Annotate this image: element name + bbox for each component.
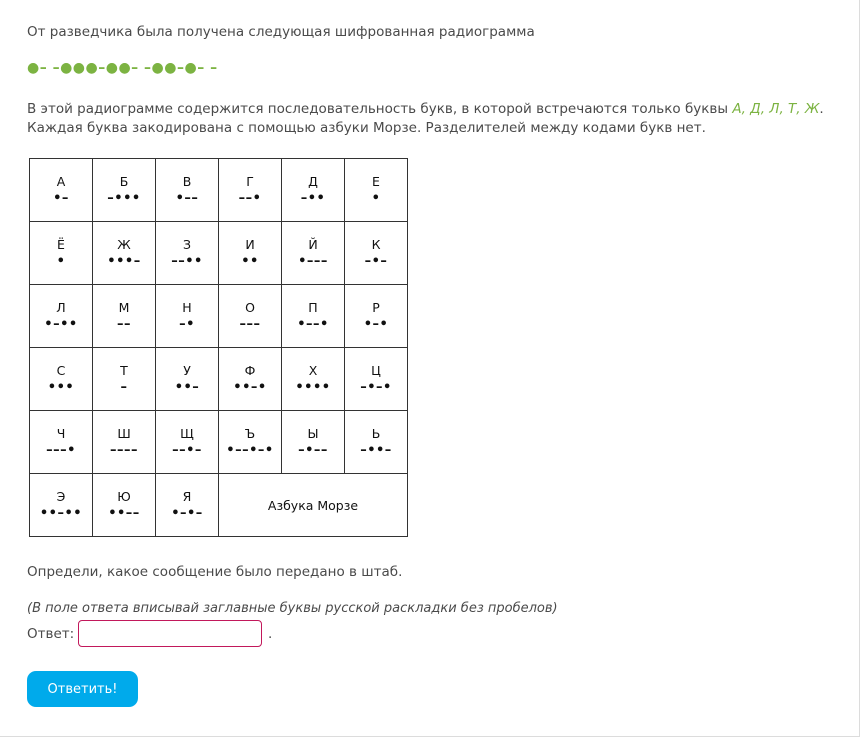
morse-cell (219, 411, 282, 474)
morse-code: –•–– (298, 443, 328, 458)
morse-letter: М (118, 300, 130, 315)
morse-code: •••• (295, 380, 331, 395)
morse-letter: Ж (117, 237, 131, 252)
morse-cell (93, 474, 156, 537)
morse-cell (282, 159, 345, 222)
morse-cell (345, 222, 408, 285)
morse-letter: О (245, 300, 255, 315)
morse-table-row (30, 411, 408, 474)
morse-letter: Х (308, 363, 318, 378)
morse-cell (282, 411, 345, 474)
morse-cell (30, 411, 93, 474)
cipher-message: ●– –●●●–●●– –●●–●– – (27, 60, 218, 76)
morse-letter: У (183, 363, 191, 378)
morse-letter: Й (308, 237, 318, 252)
morse-letter: И (245, 237, 255, 252)
morse-letter: Я (182, 489, 192, 504)
morse-cell (282, 348, 345, 411)
morse-cell (156, 285, 219, 348)
morse-letter: А (56, 174, 66, 189)
morse-letter: Щ (180, 426, 194, 441)
morse-code: ••–– (108, 506, 140, 521)
morse-code: ••–• (233, 380, 267, 395)
morse-cell (345, 159, 408, 222)
morse-cell (93, 348, 156, 411)
morse-code: ––•– (172, 443, 202, 458)
morse-cell (345, 285, 408, 348)
morse-code: – (120, 380, 128, 395)
morse-code: ––• (238, 191, 262, 206)
morse-letter: П (308, 300, 318, 315)
morse-table-row (30, 222, 408, 285)
morse-cell (219, 285, 282, 348)
morse-code: –––• (46, 443, 76, 458)
morse-code: ••– (174, 380, 200, 395)
morse-letter: Ь (371, 426, 381, 441)
morse-code: –••• (107, 191, 141, 206)
morse-code: •––• (297, 317, 329, 332)
table-caption: Азбука Морзе (219, 474, 408, 537)
morse-letter: Б (119, 174, 129, 189)
morse-cell (156, 474, 219, 537)
morse-cell (345, 411, 408, 474)
morse-letter: Д (308, 174, 318, 189)
morse-code: •– (53, 191, 69, 206)
task-description (27, 100, 833, 138)
answer-input[interactable] (78, 620, 262, 647)
morse-code: –––– (110, 443, 138, 458)
morse-code: –•• (300, 191, 326, 206)
morse-code: –•–• (360, 380, 392, 395)
morse-cell (30, 348, 93, 411)
morse-cell (30, 474, 93, 537)
morse-code: ––– (239, 317, 261, 332)
answer-suffix: . (268, 626, 273, 642)
morse-code: –••– (360, 443, 392, 458)
morse-cell (93, 159, 156, 222)
morse-table-row (30, 285, 408, 348)
morse-cell (219, 222, 282, 285)
morse-letter: Р (372, 300, 380, 315)
morse-code: •••– (107, 254, 141, 269)
answer-hint: (В поле ответа вписывай заглавные буквы русской раскладки без пробелов) (27, 601, 558, 616)
morse-cell (156, 411, 219, 474)
morse-code: –– (117, 317, 131, 332)
morse-letter: Ё (57, 237, 65, 252)
morse-cell (93, 222, 156, 285)
morse-letter: В (182, 174, 192, 189)
morse-cell (282, 285, 345, 348)
morse-letter: Ш (117, 426, 131, 441)
allowed-letters: А, Д, Л, Т, Ж (732, 101, 820, 117)
answer-label: Ответ: (27, 626, 75, 642)
morse-code: • (371, 191, 381, 206)
morse-code-table (29, 158, 408, 537)
morse-cell (30, 222, 93, 285)
question-text: Определи, какое сообщение было передано в штаб. (27, 564, 403, 580)
description-text-start: В этой радиограмме содержится последовательность букв, в которой встречаются только буквы (27, 101, 733, 117)
morse-code: ––•• (171, 254, 203, 269)
morse-letter: Н (182, 300, 192, 315)
morse-letter: Г (246, 174, 254, 189)
morse-code: ••• (47, 380, 75, 395)
morse-cell (156, 222, 219, 285)
morse-cell (30, 285, 93, 348)
morse-table-row (30, 348, 408, 411)
morse-code: •• (241, 254, 259, 269)
morse-letter: Ы (307, 426, 319, 441)
morse-code: • (56, 254, 66, 269)
morse-cell (93, 411, 156, 474)
morse-cell (219, 348, 282, 411)
morse-cell (345, 348, 408, 411)
morse-letter: Ъ (244, 426, 256, 441)
morse-code: •–•– (171, 506, 203, 521)
morse-table-row (30, 474, 408, 537)
morse-code: •–• (363, 317, 389, 332)
morse-letter: Ф (244, 363, 256, 378)
morse-letter: С (56, 363, 66, 378)
morse-code: •–– (175, 191, 199, 206)
morse-code: ••–•• (39, 506, 83, 521)
morse-letter: Л (56, 300, 66, 315)
morse-letter: Ч (56, 426, 66, 441)
morse-code: •––•–• (226, 443, 274, 458)
morse-code: –•– (364, 254, 388, 269)
morse-code: •–•• (44, 317, 78, 332)
intro-text: От разведчика была получена следующая шифрованная радиограмма (27, 24, 535, 40)
morse-cell (219, 159, 282, 222)
morse-table-row (30, 159, 408, 222)
morse-cell (156, 159, 219, 222)
morse-letter: Т (120, 363, 128, 378)
description-text-end: . Каждая буква закодирована с помощью азбуки Морзе. Разделителей между кодами букв нет. (27, 101, 824, 136)
morse-cell (156, 348, 219, 411)
morse-cell (282, 222, 345, 285)
morse-cell (30, 159, 93, 222)
morse-letter: Ц (371, 363, 381, 378)
morse-letter: Э (56, 489, 66, 504)
morse-letter: З (182, 237, 191, 252)
submit-button[interactable]: Ответить! (27, 671, 138, 707)
morse-cell (93, 285, 156, 348)
morse-code: •––– (298, 254, 328, 269)
morse-code: –• (179, 317, 195, 332)
morse-letter: К (371, 237, 381, 252)
morse-letter: Ю (117, 489, 131, 504)
morse-letter: Е (372, 174, 380, 189)
